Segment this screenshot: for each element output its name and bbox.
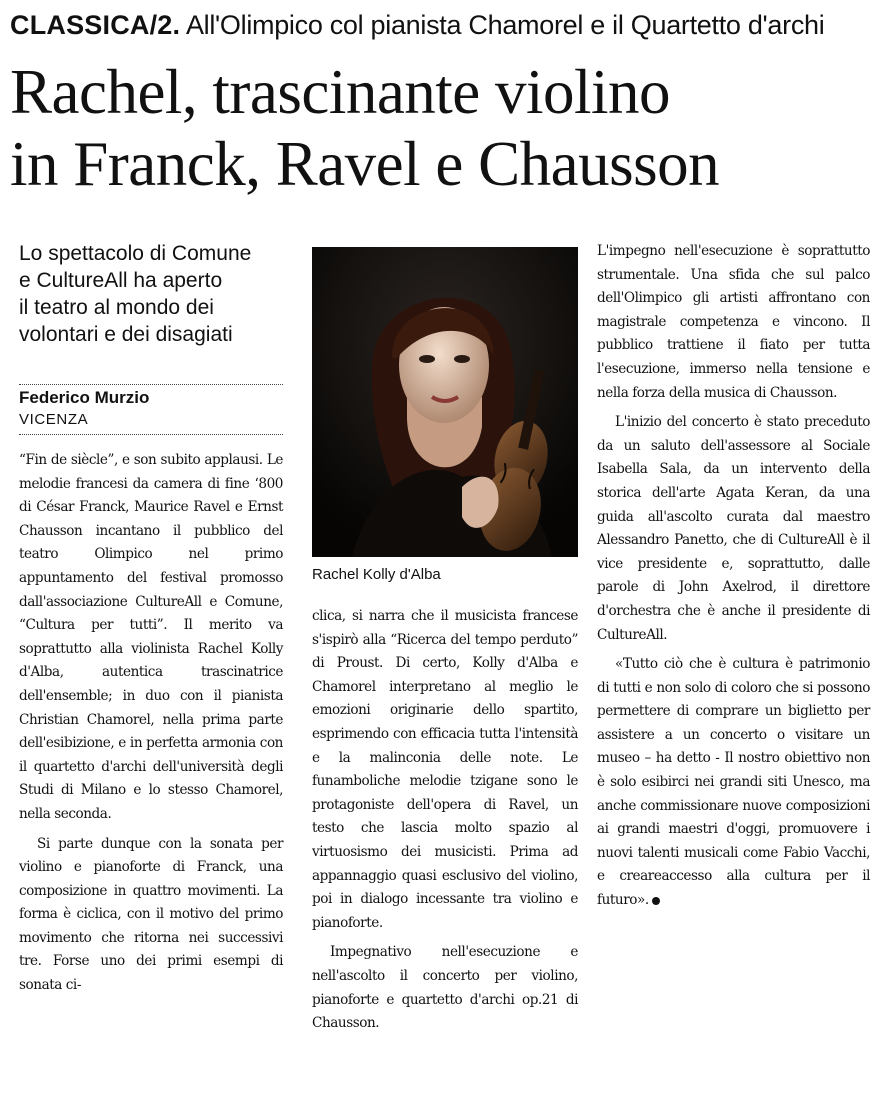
photo-caption: Rachel Kolly d'Alba [312,566,441,583]
headline [10,56,719,200]
end-of-article-dot [652,897,660,905]
body-column-2 [312,605,578,1042]
body-column-3 [597,240,870,919]
body-paragraph: L'impegno nell'esecuzione è soprattutto strumentale. Una sfida che sul palco dell'Olimpico gli artisti affrontano con magistrale competenza e vincono. Il pubblico trattiene il fiato per tutta l'esecuzione, immerso nella tensione e nella forza della musica di Chausson. [597,243,870,401]
kicker [10,8,824,42]
body-paragraph: Si parte dunque con la sonata per violino e pianoforte di Franck, una composizione in quattro movimenti. La forma è ciclica, con il motivo del primo movimento che ritorna nei successivi tre. Forse uno dei primi esempi di sonata ci- [19,835,283,994]
subhead-line: volontari e dei disagiati [19,323,233,346]
violinist-portrait-image [312,247,578,557]
headline-line-2: in Franck, Ravel e Chausson [10,129,720,199]
subhead-line: Lo spettacolo di Comune [19,242,252,265]
subhead-line: e CultureAll ha aperto [19,269,223,292]
column-divider [19,434,283,435]
body-paragraph: clica, si narra che il musicista francese s'ispirò alla “Ricerca del tempo perduto” di Proust. Di certo, Kolly d'Alba e Chamorel interpretano al meglio le emozioni originarie dello spartito, esprimendo con efficacia tutta l'intensità e la malinconia delle note. Le funamboliche melodie tzigane sono le protagoniste dell'opera di Ravel, un testo che lascia molto spazio al virtuosismo dei musicisti. Prima ad appannaggio quasi esclusivo del violino, poi in dialogo incessante tra violino e pianoforte. [312,608,578,931]
body-paragraph-last [597,653,870,913]
closing-quote-text: «Tutto ciò che è cultura è patrimonio di tutti e non solo di coloro che si possono permettere di comprare un biglietto per assistere a un concerto o visitare un museo – ha detto - Il nostro obiettivo non è solo esibirci nei grandi siti Unesco, ma anche commissionare nuove composizioni ai grandi maestri d'oggi, promuovere i nuovi talenti musicali come Fabio Vacchi, e creareaccesso alla cultura per il futuro». [597,656,870,909]
kicker-label: CLASSICA/2. [10,10,181,40]
body-paragraph: L'inizio del concerto è stato preceduto da un saluto dell'assessore al Sociale Isabella Sala, da un intervento della storica dell'arte Agata Keran, da una guida all'ascolto curata dal maestro Alessandro Panetto, che di CultureAll è il vice presidente e, soprattutto, dalle parole di John Axelrod, il direttore d'orchestra che è anche il presidente di CultureAll. [597,414,870,643]
byline-place: VICENZA [19,411,89,428]
body-paragraph: “Fin de siècle”, e son subito applausi. Le melodie francesi da camera di fine ‘800 di César Franck, Maurice Ravel e Ernst Chausson incantano il pubblico del teatro Olimpico nel primo appuntamento del festival promosso dall'associazione CultureAll e Comune, “Cultura per tutti”. Il merito va soprattutto alla violinista Rachel Kolly d'Alba, autentica trascinatrice dell'ensemble; in duo con il pianista Christian Chamorel, nella prima parte dell'esibizione, e in perfetta armonia con il quartetto d'archi dell'università degli Studi di Milano e lo stesso Chamorel, nella seconda. [19,452,283,822]
body-paragraph: Impegnativo nell'esecuzione e nell'ascolto il concerto per violino, pianoforte e quartetto d'archi op.21 di Chausson. [312,944,578,1032]
subhead-line: il teatro al mondo dei [19,296,214,319]
subhead [19,240,281,348]
article-photo [312,247,578,557]
headline-line-1: Rachel, trascinante violino [10,57,671,127]
byline-divider [19,384,283,385]
kicker-text: All'Olimpico col pianista Chamorel e il Quartetto d'archi [185,10,825,40]
byline-author: Federico Murzio [19,388,150,407]
body-column-1 [19,449,283,1004]
